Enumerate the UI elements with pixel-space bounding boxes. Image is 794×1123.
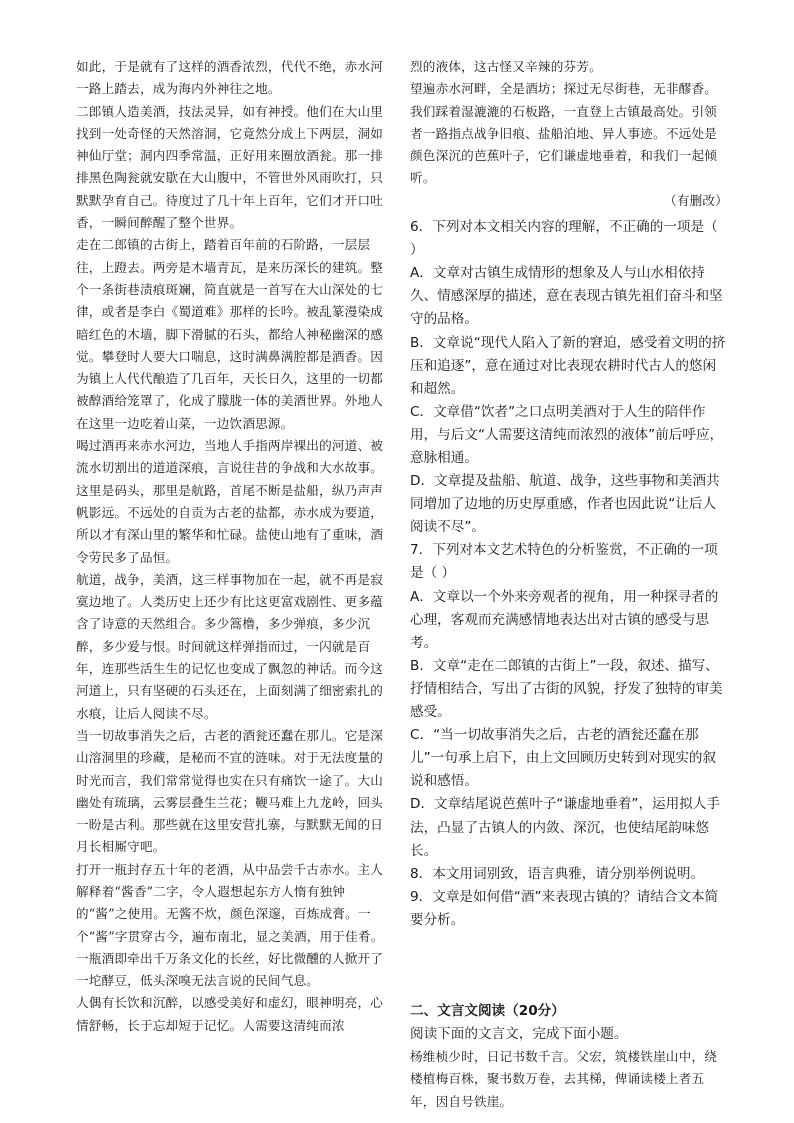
essay-paragraph: 航道，战争，美酒，这三样事物加在一起，就不再是寂寞边地了。人类历史上还少有比这更富戏剧性、更多蕴含了诗意的天然组合。多少篙橹，多少弹痕，多少沉醉，多少爱与恨。时间就这样弹指而过，一闪就是百年，连那些活生生的记忆也变成了飘忽的神话。而今这河道上，只有坚硬的石头还在，上面刻满了细密索扎的水痕，让后人阅读不尽。 bbox=[76, 571, 384, 721]
question-6: 6．下列对本文相关内容的理解，不正确的一项是（ ） bbox=[410, 219, 718, 259]
section-instruction: 阅读下面的文言文，完成下面小题。 bbox=[410, 1025, 628, 1042]
question-7-option-b: B．文章“走在二郎镇的古街上”一段，叙述、描写、抒情相结合，写出了古街的风貌，抒发了独特的审美感受。 bbox=[410, 657, 723, 721]
question-7-option-d: D．文章结尾说芭蕉叶子“谦虚地垂着”，运用拟人手法，凸显了古镇人的内敛、深沉，也使结尾韵味悠长。 bbox=[410, 796, 721, 859]
question-7-option-a: A．文章以一个外来旁观者的视角，用一种探寻者的心理，客观而充满感情地表达出对古镇的感受与思考。 bbox=[410, 588, 719, 651]
question-6-option-a: A．文章对古镇生成情形的想象及人与山水相依持久、情感深厚的描述，意在表现古镇先祖们奋斗和坚守的品格。 bbox=[410, 265, 723, 328]
source-note: （有删改） bbox=[664, 192, 728, 208]
question-7: 7．下列对本文艺术特色的分析鉴赏，不正确的一项是（ ） bbox=[410, 542, 718, 582]
essay-paragraph: 望遍赤水河畔，全是酒坊；探过无尽街巷，无非醪香。我们踩着湿漉漉的石板路，一直登上古镇最高处。引领者一路指点战争旧痕、盐船泊地、异人事迹。不远处是颜色深沉的芭蕉叶子，它们谦虚地垂着，和我们一起倾听。 bbox=[410, 81, 718, 186]
essay-paragraph: 走在二郎镇的古街上，踏着百年前的石阶路，一层层往，上蹬去。两旁是木墙青瓦，是来历深长的建筑。整个一条街巷渍痕斑斓，简直就是一首写在大山深处的七律，或者是李白《蜀道难》那样的长吟。被乱篆漫染成暗红色的木墙，脚下滑腻的石头，都给人神秘幽深的感觉。攀登时人要大口喘息，这时满鼻满腔都是酒香。因为镇上人代代酿造了几百年，天长日久，这里的一切都被醇酒给笼罩了，化成了朦胧一体的美酒世界。外地人在这里一边吃着山菜，一边饮酒思源。 bbox=[76, 237, 384, 431]
question-9: 9．文章是如何借“酒”来表现古镇的？请结合文本简要分析。 bbox=[410, 888, 719, 928]
question-6-option-b: B．文章说“现代人陷入了新的窘迫，感受着文明的挤压和追逐”，意在通过对比表现农耕时代古人的悠闲和超然。 bbox=[410, 334, 726, 397]
essay-paragraph: 打开一瓶封存五十年的老酒，从中品尝千古赤水。主人解释着“酱香”二字，令人遐想起东方人惰有独钟的“酱”之使用。无酱不炊，颜色深邃，百炼成膏。一个“酱”字贯穿古今，遍布南北，显之美酒，用于佳肴。一瓶酒即牵出千万条文化的长丝，好比微醺的人掀开了一坨酵豆，低头深嗅无法言说的民间气息。 bbox=[76, 861, 384, 989]
classical-text: 杨维桢少时，日记书数千言。父宏，筑楼铁崖山中，绕楼植梅百株，聚书数万卷，去其梯，俾诵读楼上者五年，因自号铁崖。 bbox=[410, 1049, 718, 1109]
essay-paragraph: 烈的液体，这古怪又辛辣的芬芳。 bbox=[410, 59, 602, 74]
right-column bbox=[410, 56, 728, 1113]
essay-paragraph: 人偶有长饮和沉醉，以感受美好和虚幻，眼神明亮，心情舒畅，长于忘却短于记忆。人需要这清纯而浓 bbox=[76, 995, 384, 1033]
question-6-option-c: C．文章借“饮者”之口点明美酒对于人生的陪伴作用，与后文“人需要这清纯而浓烈的液体”前后呼应，意脉相通。 bbox=[410, 403, 724, 467]
essay-paragraph: 喝过酒再来赤水河边，当地人手指两岸裸出的河道、被流水切割出的道道深痕，言说往昔的争战和大水故事。这里是码头，那里是航路，首尾不断是盐船，纵乃声声帆影远。不远处的自贡为古老的盐都，赤水成为要道，所以才有深山里的繁华和忙碌。盐使山地有了重味，酒令劳民多了品恒。 bbox=[76, 438, 384, 565]
question-8: 8．本文用词别致，语言典雅，请分别举例说明。 bbox=[410, 865, 705, 882]
left-column bbox=[76, 56, 390, 1037]
essay-paragraph: 二郎镇人造美酒，技法灵异，如有神授。他们在大山里找到一处奇怪的天然溶洞，它竟然分成上下两层，洞如神仙厅堂；洞内四季常温，正好用来圈放酒瓮。那一排排黑色陶瓮就安歇在大山腹中，不管世外风雨吹打，只默默孕育自己。待度过了几十年上百年，它们才开口吐香，一瞬间醉醒了整个世界。 bbox=[76, 103, 384, 231]
question-6-option-d: D．文章提及盐船、航道、战争，这些事物和美酒共同增加了边地的历史厚重感，作者也因此说“让后人阅读不尽”。 bbox=[410, 473, 720, 536]
section-heading: 二、文言文阅读（20分） bbox=[410, 1002, 565, 1019]
question-7-option-c: C．“当一切故事消失之后，古老的酒瓮还蠢在那儿”一句承上启下，由上文回顾历史转到对现实的叙说和感悟。 bbox=[410, 727, 717, 790]
essay-paragraph: 当一切故事消失之后，古老的酒瓮还蠢在那儿。它是深山溶洞里的珍藏，是秘而不宣的涟味。对于无法度量的时光而言，我们常常觉得也实在只有痛饮一途了。大山幽处有琉璃，云雾层叠生兰花；鞭马难上九龙岭，回头一盼是古利。那些就在这里安营扎寨，与默默无闻的日月长相厮守吧。 bbox=[76, 727, 384, 855]
essay-paragraph: 如此，于是就有了这样的酒香浓烈，代代不绝，赤水河一路上踏去，成为海内外神往之地。 bbox=[76, 59, 384, 97]
